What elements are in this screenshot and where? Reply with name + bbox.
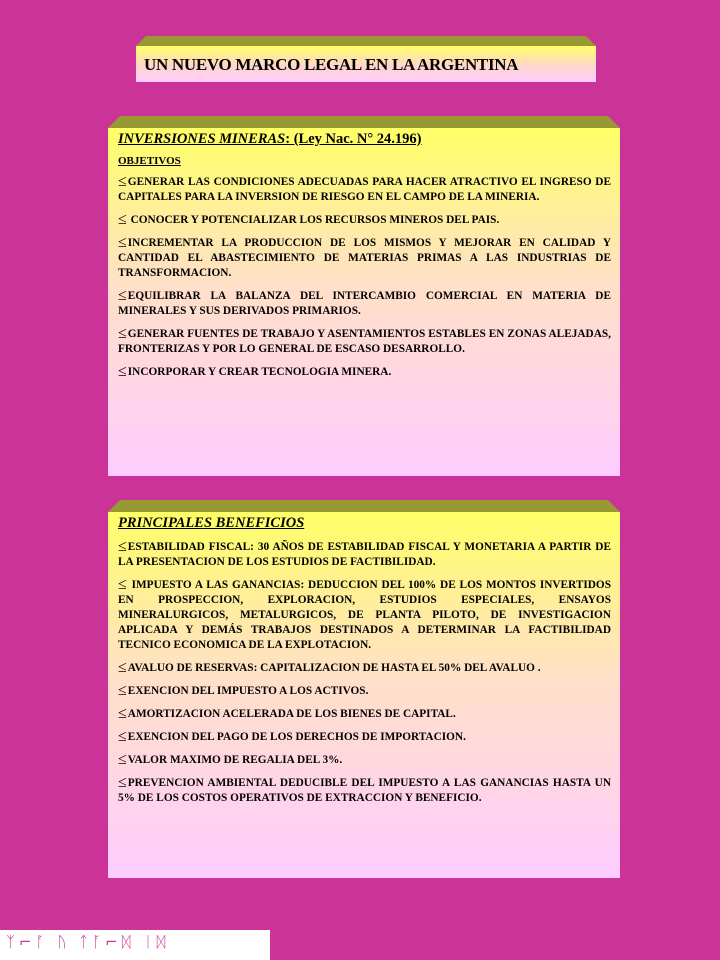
objetivo-item <box>118 363 611 380</box>
beneficios-bevel <box>108 500 620 512</box>
objetivo-text: GENERAR LAS CONDICIONES ADECUADAS PARA HACER ATRACTIVO EL INGRESO DE CAPITALES PARA LA INVERSION DE RIESGO EN EL CAMPO DE LA MINERIA. <box>118 176 611 203</box>
bullet-icon: ≤ <box>118 234 127 251</box>
beneficio-text: EXENCION DEL PAGO DE LOS DERECHOS DE IMPORTACION. <box>127 731 466 743</box>
bullet-icon: ≤ <box>118 325 127 342</box>
title-bevel <box>136 36 596 46</box>
objetivo-text: INCREMENTAR LA PRODUCCION DE LOS MISMOS Y MEJORAR EN CALIDAD Y CANTIDAD EL ABASTECIMIENTO DE MATERIAS PRIMAS A LAS INDUSTRIAS DE TRANSFORMACION. <box>118 237 611 279</box>
beneficio-item <box>118 659 611 676</box>
footer-logo-strip <box>0 930 270 960</box>
beneficio-item <box>118 576 611 653</box>
objetivo-item <box>118 287 611 319</box>
beneficio-item <box>118 538 611 570</box>
objetivo-text: GENERAR FUENTES DE TRABAJO Y ASENTAMIENTOS ESTABLES EN ZONAS ALEJADAS, FRONTERIZAS Y POR LO GENERAL DE ESCASO DESARROLLO. <box>118 328 611 355</box>
beneficio-item <box>118 728 611 745</box>
objetivo-text: INCORPORAR Y CREAR TECNOLOGIA MINERA. <box>127 366 392 378</box>
bullet-icon: ≤ <box>118 682 127 699</box>
beneficio-text: PREVENCION AMBIENTAL DEDUCIBLE DEL IMPUESTO A LAS GANANCIAS HASTA UN 5% DE LOS COSTOS OPERATIVOS DE EXTRACCION Y BENEFICIO. <box>118 777 611 804</box>
inversiones-heading-text: INVERSIONES MINERAS <box>118 131 286 147</box>
objetivo-text: EQUILIBRAR LA BALANZA DEL INTERCAMBIO COMERCIAL EN MATERIA DE MINERALES Y SUS DERIVADOS PRIMARIOS. <box>118 290 611 317</box>
bullet-icon: ≤ <box>118 659 127 676</box>
bullet-icon: ≤ <box>118 774 127 791</box>
inversiones-content <box>118 130 611 386</box>
bullet-icon: ≤ <box>118 728 127 745</box>
bullet-icon: ≤ <box>118 173 127 190</box>
beneficio-text: VALOR MAXIMO DE REGALIA DEL 3%. <box>127 754 343 766</box>
title-banner <box>136 36 596 82</box>
objetivo-text: CONOCER Y POTENCIALIZAR LOS RECURSOS MINEROS DEL PAIS. <box>130 214 500 226</box>
bullet-icon: ≤ <box>118 538 127 555</box>
bullet-icon: ≤ <box>118 751 127 768</box>
bullet-icon: ≤ <box>118 705 127 722</box>
beneficio-text: AMORTIZACION ACELERADA DE LOS BIENES DE CAPITAL. <box>127 708 456 720</box>
beneficios-content <box>118 514 611 812</box>
objetivo-item <box>118 173 611 205</box>
bullet-icon: ≤ <box>118 211 127 228</box>
objetivo-item <box>118 234 611 281</box>
bullet-icon: ≤ <box>118 363 127 380</box>
beneficio-item <box>118 774 611 806</box>
beneficio-item <box>118 682 611 699</box>
beneficio-item <box>118 751 611 768</box>
beneficio-text: IMPUESTO A LAS GANANCIAS: DEDUCCION DEL 100% DE LOS MONTOS INVERTIDOS EN PROSPECCION, EXPLORACION, ESTUDIOS ESPECIALES, ENSAYOS MINERALURGICOS, METALURGICOS, DE PLANTA PILOTO, DE INVESTIGACION APLICADA Y DEMÁS TRABAJOS DESTINADOS A DETERMINAR LA FACTIBILIDAD TECNICO ECONOMICA DE LA EXPLOTACION. <box>118 579 611 651</box>
inversiones-heading <box>118 130 611 148</box>
inversiones-panel <box>108 116 620 476</box>
bullet-icon: ≤ <box>118 576 127 593</box>
beneficio-item <box>118 705 611 722</box>
objetivo-item <box>118 211 611 228</box>
beneficios-panel <box>108 500 620 878</box>
inversiones-bevel <box>108 116 620 128</box>
objetivos-subheading: OBJETIVOS <box>118 155 181 167</box>
law-reference: : (Ley Nac. N° 24.196) <box>285 131 422 147</box>
beneficio-text: AVALUO DE RESERVAS: CAPITALIZACION DE HASTA EL 50% DEL AVALUO . <box>127 662 541 674</box>
bullet-icon: ≤ <box>118 287 127 304</box>
page-title: UN NUEVO MARCO LEGAL EN LA ARGENTINA <box>144 55 519 74</box>
footer-glyphs: ᛉ⌐ᚪ ᚢ ᛏᚪ⌐ᛞ ᛁᛞ <box>6 933 170 951</box>
beneficio-text: EXENCION DEL IMPUESTO A LOS ACTIVOS. <box>127 685 369 697</box>
beneficios-heading: PRINCIPALES BENEFICIOS <box>118 515 305 531</box>
objetivo-item <box>118 325 611 357</box>
beneficio-text: ESTABILIDAD FISCAL: 30 AÑOS DE ESTABILIDAD FISCAL Y MONETARIA A PARTIR DE LA PRESENTACION DE LOS ESTUDIOS DE FACTIBILIDAD. <box>118 541 611 568</box>
